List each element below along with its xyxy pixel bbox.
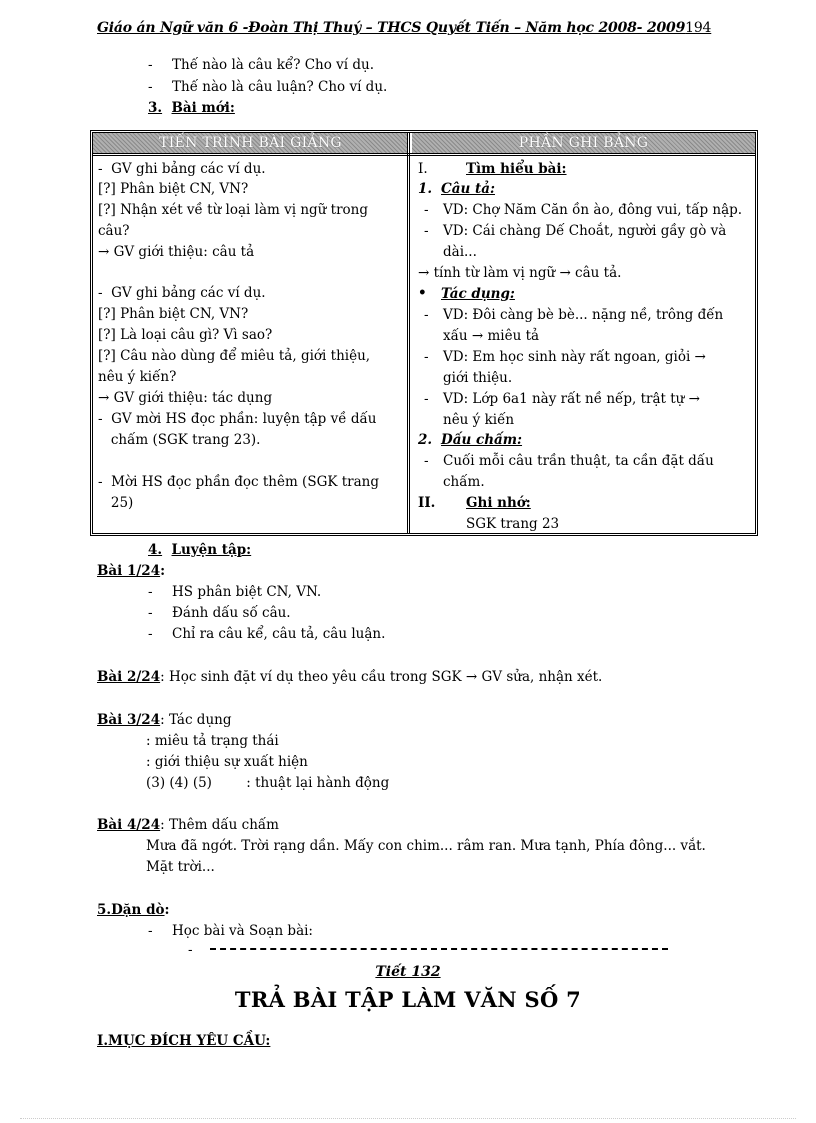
bai1-item-3: Chỉ ra câu kể, câu tả, câu luận. — [172, 626, 386, 642]
intro-item-2: Thế nào là câu luận? Cho ví dụ. — [172, 79, 388, 95]
col1-line: - Mời HS đọc phần đọc thêm (SGK trang — [98, 474, 379, 490]
vd1-dash: - — [424, 202, 429, 218]
bai1-dash-2: - — [148, 605, 153, 621]
intro-dash-2: - — [148, 79, 153, 95]
col1-line: - GV ghi bảng các ví dụ. — [98, 161, 266, 177]
bai3-line-3: (3) (4) (5) : thuật lại hành động — [146, 775, 390, 791]
homework-dash: - — [148, 923, 153, 939]
bottom-rule — [20, 1118, 796, 1119]
vd5b: nêu ý kiến — [443, 412, 515, 428]
col1-line: [?] Phân biệt CN, VN? — [98, 306, 249, 322]
bai2: Bài 2/24: Học sinh đặt ví dụ theo yêu cầu trong SGK → GV sửa, nhận xét. — [97, 669, 603, 685]
vd5-dash: - — [424, 391, 429, 407]
vd5a: VD: Lớp 6a1 này rất nề nếp, trật tự → — [443, 391, 700, 407]
section-i-heading: I.MỤC ĐÍCH YÊU CẦU: — [97, 1033, 271, 1049]
bullet-title: Tác dụng: — [441, 286, 515, 302]
separator-dash: - — [188, 942, 193, 958]
sgk-ref: SGK trang 23 — [466, 516, 560, 532]
vd2b: dài... — [443, 244, 477, 260]
bai1-heading: Bài 1/24: — [97, 563, 166, 579]
homework-item: Học bài và Soạn bài: — [172, 923, 313, 939]
col1-line: [?] Nhận xét về từ loại làm vị ngữ trong — [98, 202, 369, 218]
col1-line: 25) — [98, 495, 134, 511]
vd3b: xấu → miêu tả — [443, 328, 540, 344]
bullet-dot: • — [418, 285, 427, 301]
bai1-item-1: HS phân biệt CN, VN. — [172, 584, 322, 600]
lesson-number: Tiết 132 — [375, 964, 441, 980]
vd4a: VD: Em học sinh này rất ngoan, giỏi → — [443, 349, 706, 365]
vd3-dash: - — [424, 307, 429, 323]
vd1: VD: Chợ Năm Căn ồn ào, đông vui, tấp nập. — [443, 202, 743, 218]
sec1-title: Tìm hiểu bài: — [466, 161, 567, 177]
table-header-col2: PHẦN GHI BẢNG — [412, 133, 755, 153]
col1-line: [?] Câu nào dùng để miêu tả, giới thiệu, — [98, 348, 371, 364]
col1-line: nêu ý kiến? — [98, 369, 177, 385]
header-text: Giáo án Ngữ văn 6 -Đoàn Thị Thuý – THCS Quyết Tiến – Năm học 2008- 2009 — [97, 20, 686, 36]
bai4-line-2: Mặt trời... — [146, 859, 215, 875]
bai4: Bài 4/24: Thêm dấu chấm — [97, 817, 279, 833]
intro-dash-1: - — [148, 57, 153, 73]
sub1-num: 1. — [418, 181, 433, 197]
bai1-dash-1: - — [148, 584, 153, 600]
sub2-num: 2. — [418, 432, 433, 448]
vd4b: giới thiệu. — [443, 370, 513, 386]
intro-item-1: Thế nào là câu kể? Cho ví dụ. — [172, 57, 375, 73]
bai3-line-1: : miêu tả trạng thái — [146, 733, 279, 749]
page-header — [97, 20, 711, 36]
col1-line: chấm (SGK trang 23). — [98, 432, 261, 448]
col1-line: [?] Phân biệt CN, VN? — [98, 181, 249, 197]
practice-heading: 4. Luyện tập: — [148, 542, 252, 558]
bai3-line-2: : giới thiệu sự xuất hiện — [146, 754, 308, 770]
col1-line: [?] Là loại câu gì? Vì sao? — [98, 327, 273, 343]
vd2a: VD: Cái chàng Dế Choắt, người gầy gò và — [443, 223, 727, 239]
separator-line — [210, 948, 668, 950]
table-column-divider — [407, 133, 410, 533]
col1-line: - GV mời HS đọc phần: luyện tập về dấu — [98, 411, 377, 427]
vd4-dash: - — [424, 349, 429, 365]
table-header-col1: TIẾN TRÌNH BÀI GIẢNG — [93, 133, 408, 153]
section-3-heading: 3. Bài mới: — [148, 100, 235, 116]
homework-heading: 5.Dặn dò: — [97, 902, 170, 918]
dc2: chấm. — [443, 474, 485, 490]
col1-line: → GV giới thiệu: câu tả — [98, 244, 255, 260]
bai1-item-2: Đánh dấu số câu. — [172, 605, 291, 621]
sub2-title: Dấu chấm: — [441, 432, 523, 448]
page-number: 194 — [685, 20, 712, 36]
sec2-num: II. — [418, 495, 436, 511]
lesson-title: TRẢ BÀI TẬP LÀM VĂN SỐ 7 — [234, 987, 582, 1012]
sub1-title: Câu tả: — [441, 181, 495, 197]
bai4-line-1: Mưa đã ngớt. Trời rạng dần. Mấy con chim... râm ran. Mưa tạnh, Phía đông... vắt. — [146, 838, 706, 854]
sec2-title: Ghi nhớ: — [466, 495, 531, 511]
col1-line: - GV ghi bảng các ví dụ. — [98, 285, 266, 301]
col1-line: → GV giới thiệu: tác dụng — [98, 390, 273, 406]
table-header-divider — [93, 153, 755, 156]
col1-line: câu? — [98, 223, 130, 239]
vd2-dash: - — [424, 223, 429, 239]
arrow1: → tính từ làm vị ngữ → câu tả. — [418, 265, 622, 281]
dc-dash: - — [424, 453, 429, 469]
dc1: Cuối mỗi câu trần thuật, ta cần đặt dấu — [443, 453, 714, 469]
vd3a: VD: Đôi càng bè bè... nặng nề, trông đến — [443, 307, 724, 323]
bai1-dash-3: - — [148, 626, 153, 642]
bai3: Bài 3/24: Tác dụng — [97, 712, 232, 728]
sec1-num: I. — [418, 161, 428, 177]
